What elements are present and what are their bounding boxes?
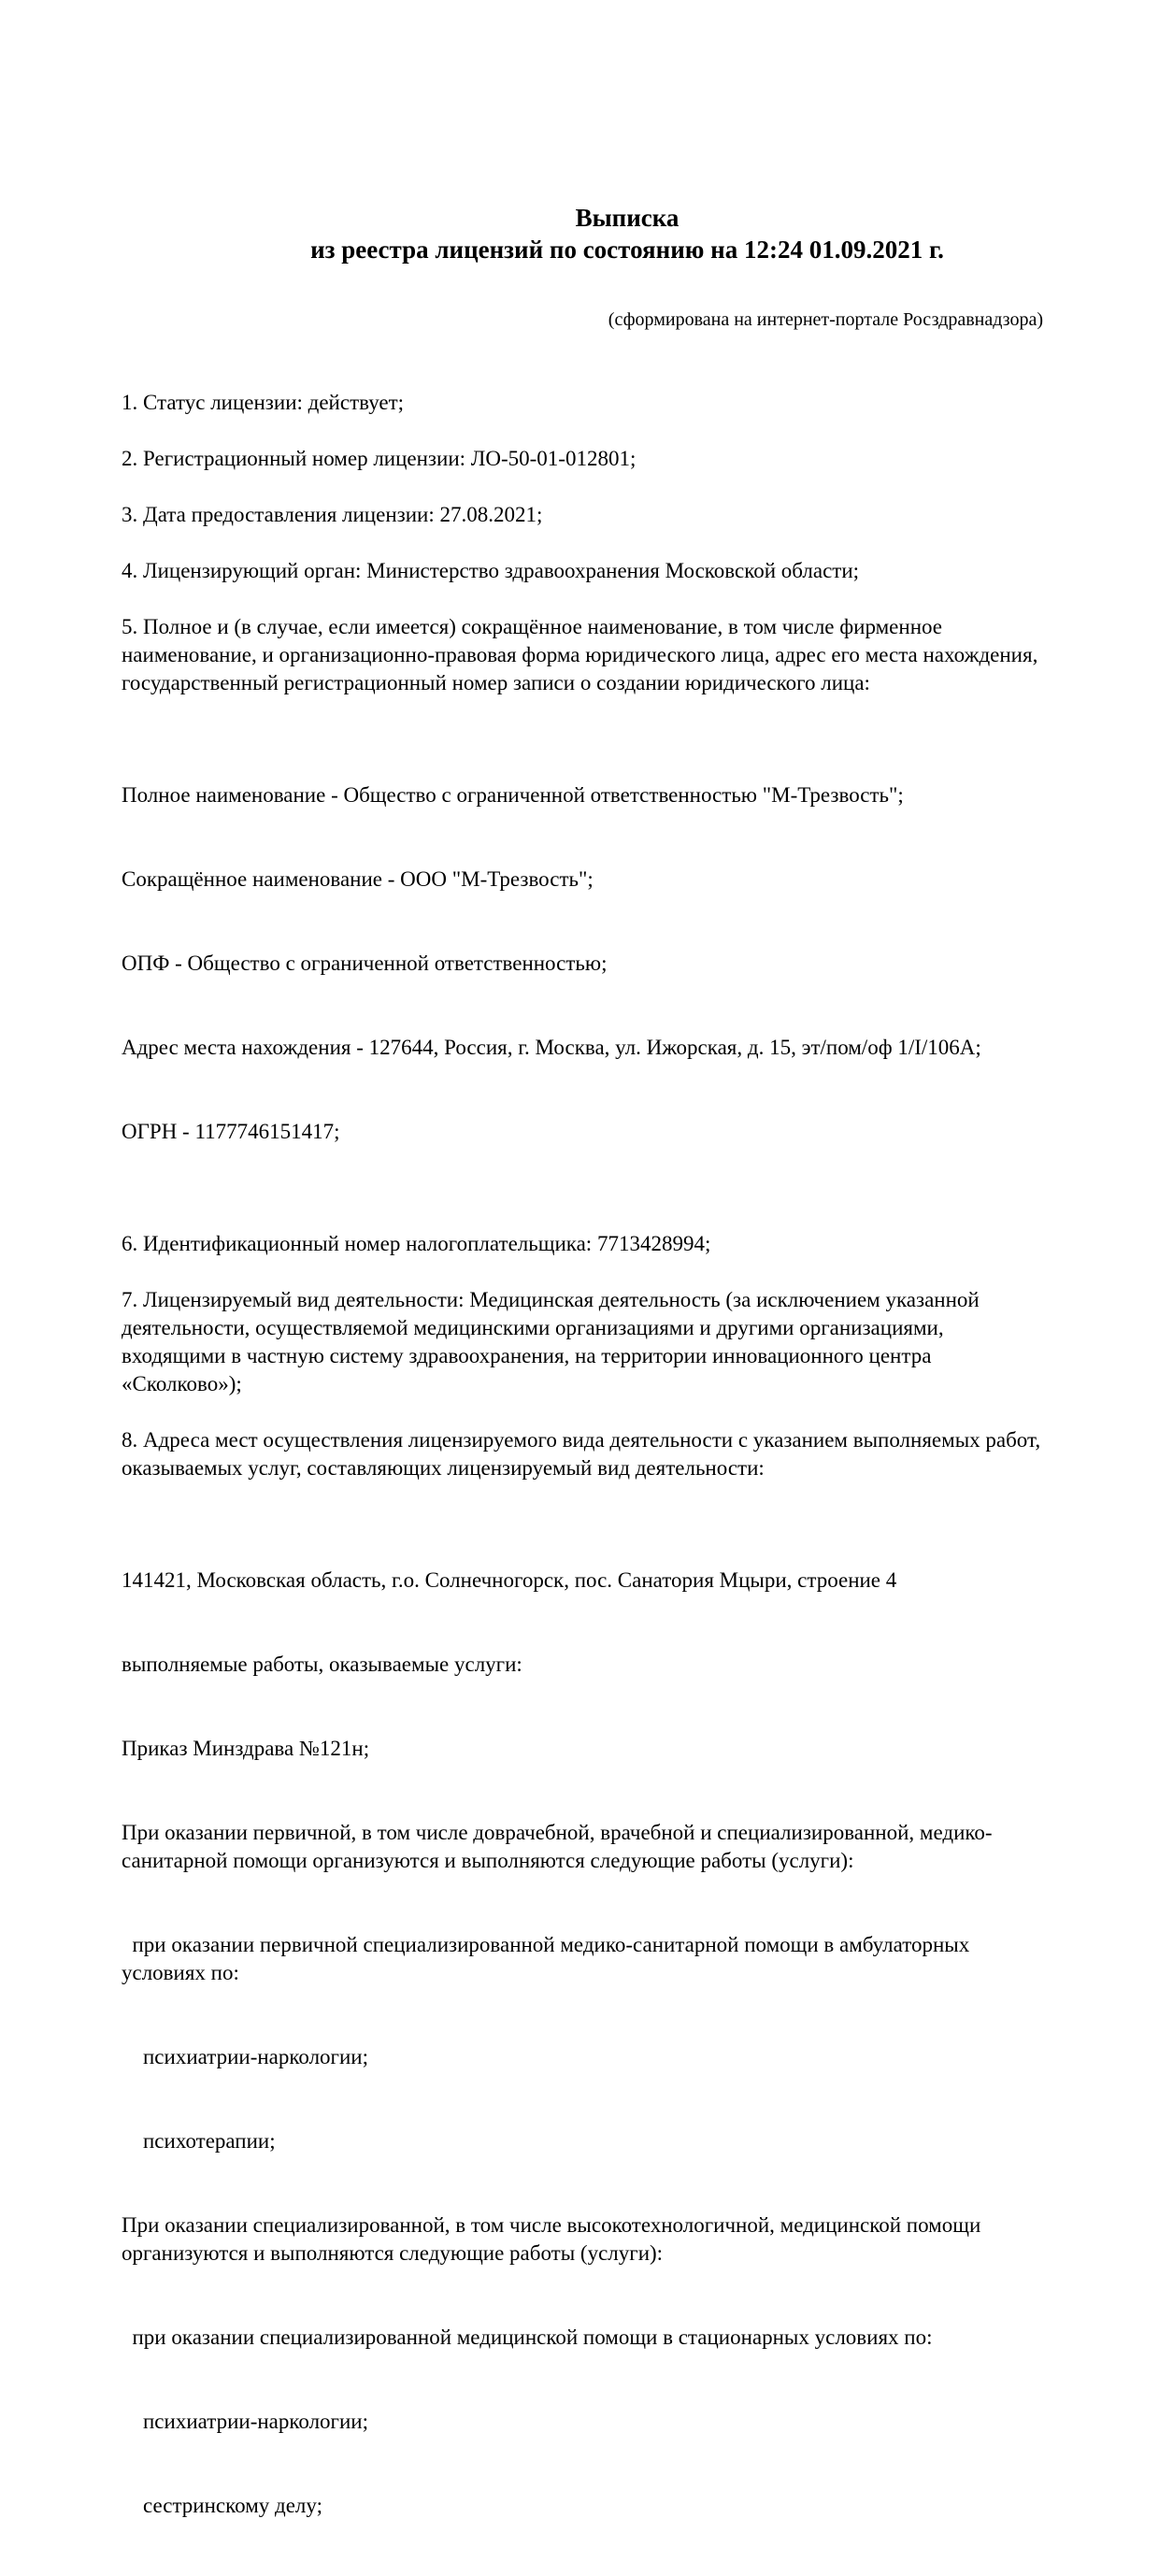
site-services-block (122, 1510, 1043, 2576)
org-ogrn-line: ОГРН - 1177746151417; (122, 1120, 340, 1143)
document-content (122, 0, 1046, 2576)
service-line: психотерапии; (122, 2129, 276, 2153)
document-subtitle: (сформирована на интернет-портале Росздравнадзора) (608, 309, 1043, 330)
document-body (122, 389, 1046, 2576)
license-status-line: 1. Статус лицензии: действует; (122, 391, 405, 414)
licensing-authority-line: 4. Лицензирующий орган: Министерство здравоохранения Московской области; (122, 559, 860, 582)
org-full-name-line: Полное наименование - Общество с ограниченной ответственностью "М-Трезвость"; (122, 783, 904, 807)
service-line: психиатрии-наркологии; (122, 2045, 368, 2068)
site-address-line: 141421, Московская область, г.о. Солнечногорск, пос. Санатория Мцыри, строение 4 (122, 1568, 897, 1592)
title-line-1: Выписка (575, 204, 680, 232)
org-details-block (122, 725, 1043, 1202)
org-opf-line: ОПФ - Общество с ограниченной ответственностью; (122, 952, 608, 975)
org-intro-paragraph: 5. Полное и (в случае, если имеется) сокращённое наименование, в том числе фирменное наименование, и организационно-правовая форма юридического лица, адрес его места нахождения, государственный регистрационный номер записи о создании юридического лица: (122, 615, 1044, 694)
org-address-line: Адрес места нахождения - 127644, Россия, г. Москва, ул. Ижорская, д. 15, эт/пом/оф 1/I/106А; (122, 1036, 981, 1059)
licensed-activity-paragraph: 7. Лицензируемый вид деятельности: Медицинская деятельность (за исключением указанной деятельности, осуществляемой медицинскими организациями и другими организациями, входящими в частную систему здравоохранения, на территории инновационного центра «Сколково»); (122, 1288, 985, 1395)
activity-addresses-intro-paragraph: 8. Адреса мест осуществления лицензируемого вида деятельности с указанием выполняемых работ, оказываемых услуг, составляющих лицензируемый вид деятельности: (122, 1428, 1046, 1480)
document-title (211, 202, 1043, 265)
license-reg-number-line: 2. Регистрационный номер лицензии: ЛО-50-01-012801; (122, 447, 637, 470)
ministry-order-line: Приказ Минздрава №121н; (122, 1737, 370, 1760)
service-line: при оказании первичной специализированной медико-санитарной помощи в амбулаторных условиях по: (122, 1933, 975, 1984)
service-line: При оказании специализированной, в том числе высокотехнологичной, медицинской помощи организуются и выполняются следующие работы (услуги): (122, 2213, 986, 2265)
service-line: сестринскому делу; (122, 2494, 322, 2517)
license-grant-date-line: 3. Дата предоставления лицензии: 27.08.2021; (122, 503, 543, 526)
service-line: психиатрии-наркологии; (122, 2410, 368, 2433)
site-works-header-line: выполняемые работы, оказываемые услуги: (122, 1653, 522, 1676)
service-line: При оказании первичной, в том числе доврачебной, врачебной и специализированной, медико-санитарной помощи организуются и выполняются следующие работы (услуги): (122, 1821, 993, 1872)
title-line-2: из реестра лицензий по состоянию на 12:24 01.09.2021 г. (310, 236, 944, 264)
org-short-name-line: Сокращённое наименование - ООО "М-Трезвость"; (122, 867, 594, 891)
service-line: при оказании специализированной медицинской помощи в стационарных условиях по: (122, 2326, 933, 2349)
taxpayer-inn-line: 6. Идентификационный номер налогоплательщика: 7713428994; (122, 1232, 711, 1255)
